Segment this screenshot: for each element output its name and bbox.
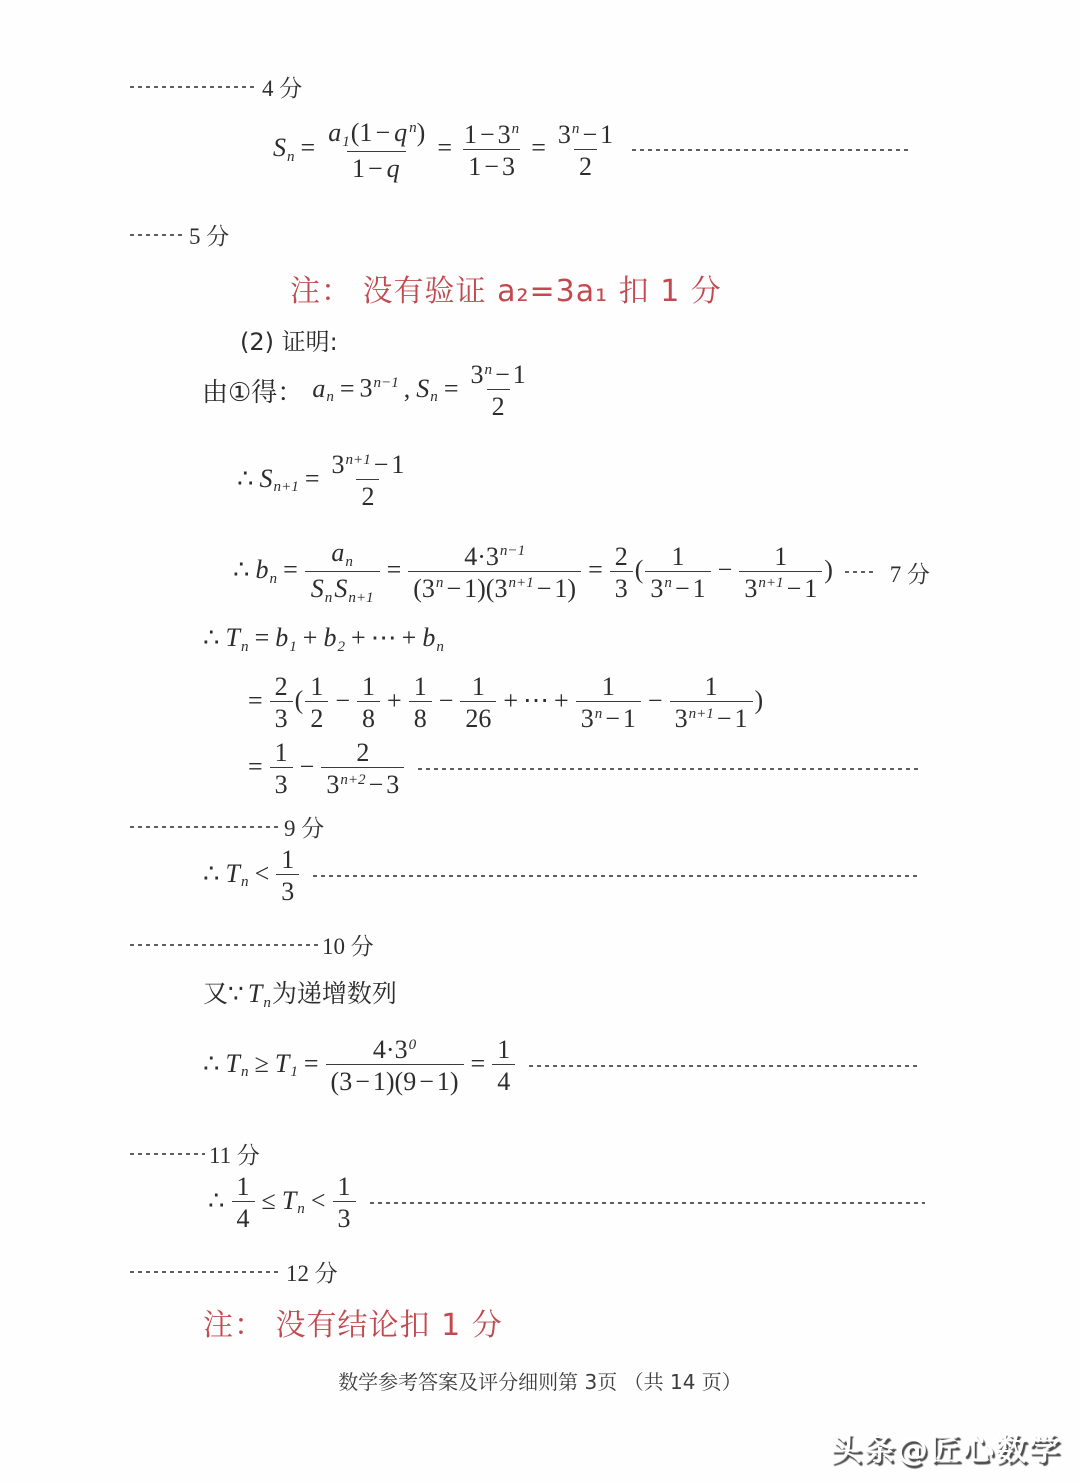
formula-sn-plus1: ∴ $S_{n+1}$ = $\frac{3^{n+1} - 1}{2}$ [237,450,405,512]
statement-tn-increasing: 又∵ $T_n$为递增数列 [203,979,397,1011]
part2-proof-label: (2) 证明: [240,328,338,356]
formula-tn-closed-row [243,738,930,799]
dotted-leader [370,1202,925,1204]
formula-sn-geometric-sum: $S_n$ = $\frac{a_1(1 - q ^n)}{1 - q}$ = $\frac{1 - 3^n}{1 - 3}$ = $\frac{3^n - 1}{2}$ [273,118,614,183]
grading-note-verification: 注： 没有验证 a₂=3a₁ 扣 1 分 [290,274,722,309]
dotted-leader [130,1153,205,1155]
dotted-leader [130,234,185,236]
score-mark-7: 7 分 [889,561,930,587]
formula-tn-sum-row [198,622,445,657]
dotted-leader [130,1271,282,1273]
score-mark-12-row [130,1255,338,1288]
formula-bn: ∴ $b_n$ = $\frac{a_n}{S_nS_{n+1}}$ = $\frac{4\cdot 3^{n-1}}{(3^n - 1)(3^{n+1} - 1)}$ = $\frac{2}{3}$ ( $\frac{1}{3^n - 1}$ − $\frac{1}{3^{n+1} - 1}$ ) [233,538,833,606]
dotted-leader [529,1065,920,1067]
formula-sn-plus1-row [232,450,411,511]
score-mark-4-row [130,70,302,103]
dotted-leader [632,149,910,151]
score-mark-10: 10 分 [322,934,374,959]
derive-label: 由①得： [202,378,304,409]
formula-tn-lower-bound: ∴ $T_n \ge T_1$ = $\frac{4\cdot 3^0}{(3 - 1)(9 - 1)}$ = $\frac{1}{4}$ [198,1035,517,1096]
score-mark-5-row [130,218,229,251]
formula-sn-geometric-sum-row [272,118,920,183]
formula-telescoping: = $\frac{2}{3}$ ( $\frac{1}{2}$ − $\frac{1}{8}$ + $\frac{1}{8}$ − $\frac{1}{26}$ + ⋯ + $\frac{1}{3^n - 1}$ − $\frac{1}{3^{n+1} - 1}$ ) [248,672,764,734]
score-mark-5: 5 分 [189,224,230,249]
formula-tn-upper-bound: ∴ $T_n$ < $\frac{1}{3}$ [198,845,301,906]
score-mark-11: 11 分 [209,1143,260,1168]
dotted-leader [313,875,920,877]
page-footer: 数学参考答案及评分细则第 3页 （共 14 页） [338,1370,742,1394]
dotted-leader [418,768,920,770]
formula-tn-upper-bound-row [198,845,930,906]
dotted-leader [130,86,258,88]
dotted-leader [845,571,876,573]
formula-bn-row [228,538,930,606]
formula-tn-sum: ∴ $T_n = b_1 + b_2$ + ⋯ + $b_n$ [203,623,444,655]
statement-tn-increasing-row [203,978,400,1013]
formula-tn-range: ∴ $\frac{1}{4}$ ≤ $T_n$ < $\frac{1}{3}$ [203,1172,358,1233]
formula-derive-an-sn: $a_n = 3^{n-1}$ , $S_n$ = $\frac{3^n - 1}{2}$ [312,360,526,422]
dotted-leader [130,944,318,946]
formula-tn-closed: = $\frac{1}{3}$ − $\frac{2}{3^{n+2} - 3}$ [243,738,406,799]
formula-derive-an-sn-row [202,360,533,421]
formula-tn-lower-bound-row [198,1035,930,1096]
dotted-leader [130,826,280,828]
formula-telescoping-row [243,672,763,733]
formula-tn-range-row [203,1172,935,1233]
score-mark-9-row [130,810,324,843]
score-mark-9: 9 分 [284,816,325,841]
score-mark-11-row [130,1137,260,1170]
score-mark-10-row [130,928,374,961]
score-mark-12: 12 分 [286,1261,338,1286]
grading-note-conclusion: 注： 没有结论扣 1 分 [203,1308,503,1343]
score-mark-4: 4 分 [262,76,303,101]
watermark: 头条@匠心数学 [831,1432,1062,1468]
